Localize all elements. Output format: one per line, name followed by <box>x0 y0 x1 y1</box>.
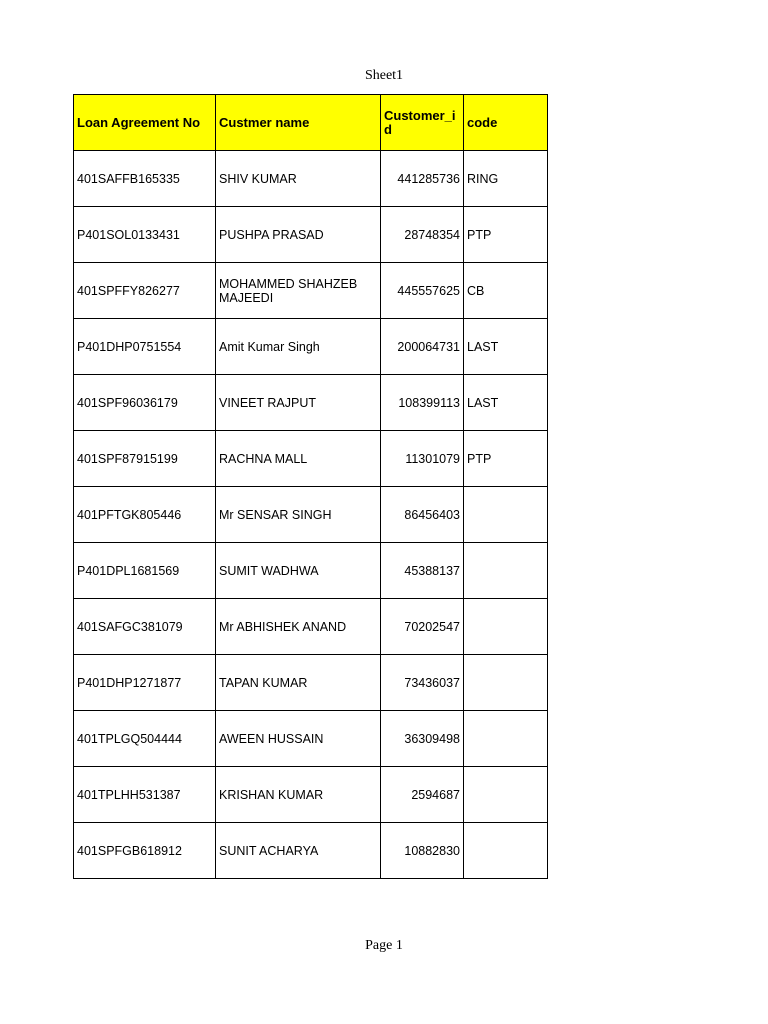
cell-code: RING <box>464 151 548 207</box>
cell-loan-agreement-no: 401SPF87915199 <box>74 431 216 487</box>
cell-code <box>464 711 548 767</box>
cell-loan-agreement-no: P401DHP1271877 <box>74 655 216 711</box>
table-row <box>74 375 548 431</box>
header-customer-name: Custmer name <box>216 95 381 151</box>
header-loan-agreement-no: Loan Agreement No <box>74 95 216 151</box>
cell-code: CB <box>464 263 548 319</box>
table-row <box>74 263 548 319</box>
table-row <box>74 599 548 655</box>
table-row <box>74 207 548 263</box>
cell-customer-id: 445557625 <box>381 263 464 319</box>
cell-customer-id: 11301079 <box>381 431 464 487</box>
table-row <box>74 767 548 823</box>
cell-customer-id: 200064731 <box>381 319 464 375</box>
cell-loan-agreement-no: 401PFTGK805446 <box>74 487 216 543</box>
cell-code <box>464 767 548 823</box>
cell-customer-name: MOHAMMED SHAHZEB MAJEEDI <box>216 263 381 319</box>
cell-loan-agreement-no: P401DHP0751554 <box>74 319 216 375</box>
cell-loan-agreement-no: 401SPF96036179 <box>74 375 216 431</box>
table-row <box>74 487 548 543</box>
cell-loan-agreement-no: 401TPLGQ504444 <box>74 711 216 767</box>
header-customer-id: Customer_id <box>381 95 464 151</box>
cell-loan-agreement-no: 401TPLHH531387 <box>74 767 216 823</box>
cell-customer-id: 73436037 <box>381 655 464 711</box>
cell-customer-id: 10882830 <box>381 823 464 879</box>
cell-customer-name: SHIV KUMAR <box>216 151 381 207</box>
cell-code <box>464 823 548 879</box>
cell-customer-name: TAPAN KUMAR <box>216 655 381 711</box>
cell-customer-name: Mr ABHISHEK ANAND <box>216 599 381 655</box>
cell-customer-name: PUSHPA PRASAD <box>216 207 381 263</box>
cell-customer-id: 2594687 <box>381 767 464 823</box>
table-body <box>74 151 548 879</box>
cell-customer-id: 28748354 <box>381 207 464 263</box>
header-row <box>74 95 548 151</box>
cell-code <box>464 487 548 543</box>
cell-code: PTP <box>464 207 548 263</box>
cell-code <box>464 543 548 599</box>
cell-customer-id: 36309498 <box>381 711 464 767</box>
cell-customer-id: 86456403 <box>381 487 464 543</box>
table-row <box>74 711 548 767</box>
cell-customer-name: AWEEN HUSSAIN <box>216 711 381 767</box>
cell-loan-agreement-no: 401SAFGC381079 <box>74 599 216 655</box>
table-row <box>74 655 548 711</box>
table-row <box>74 543 548 599</box>
cell-code: LAST <box>464 375 548 431</box>
cell-customer-id: 70202547 <box>381 599 464 655</box>
cell-customer-id: 108399113 <box>381 375 464 431</box>
cell-customer-name: SUNIT ACHARYA <box>216 823 381 879</box>
cell-customer-id: 441285736 <box>381 151 464 207</box>
cell-customer-name: KRISHAN KUMAR <box>216 767 381 823</box>
cell-loan-agreement-no: P401DPL1681569 <box>74 543 216 599</box>
table-row <box>74 823 548 879</box>
cell-customer-name: Mr SENSAR SINGH <box>216 487 381 543</box>
loan-table <box>73 94 548 879</box>
table-row <box>74 151 548 207</box>
cell-customer-name: RACHNA MALL <box>216 431 381 487</box>
cell-loan-agreement-no: 401SPFFY826277 <box>74 263 216 319</box>
cell-code: PTP <box>464 431 548 487</box>
cell-customer-id: 45388137 <box>381 543 464 599</box>
cell-customer-name: Amit Kumar Singh <box>216 319 381 375</box>
cell-code: LAST <box>464 319 548 375</box>
cell-code <box>464 655 548 711</box>
table-row <box>74 319 548 375</box>
table-row <box>74 431 548 487</box>
cell-code <box>464 599 548 655</box>
header-code: code <box>464 95 548 151</box>
page-footer: Page 1 <box>365 938 403 953</box>
cell-customer-name: SUMIT WADHWA <box>216 543 381 599</box>
cell-loan-agreement-no: 401SPFGB618912 <box>74 823 216 879</box>
cell-customer-name: VINEET RAJPUT <box>216 375 381 431</box>
cell-loan-agreement-no: P401SOL0133431 <box>74 207 216 263</box>
cell-loan-agreement-no: 401SAFFB165335 <box>74 151 216 207</box>
sheet-title: Sheet1 <box>364 68 404 83</box>
